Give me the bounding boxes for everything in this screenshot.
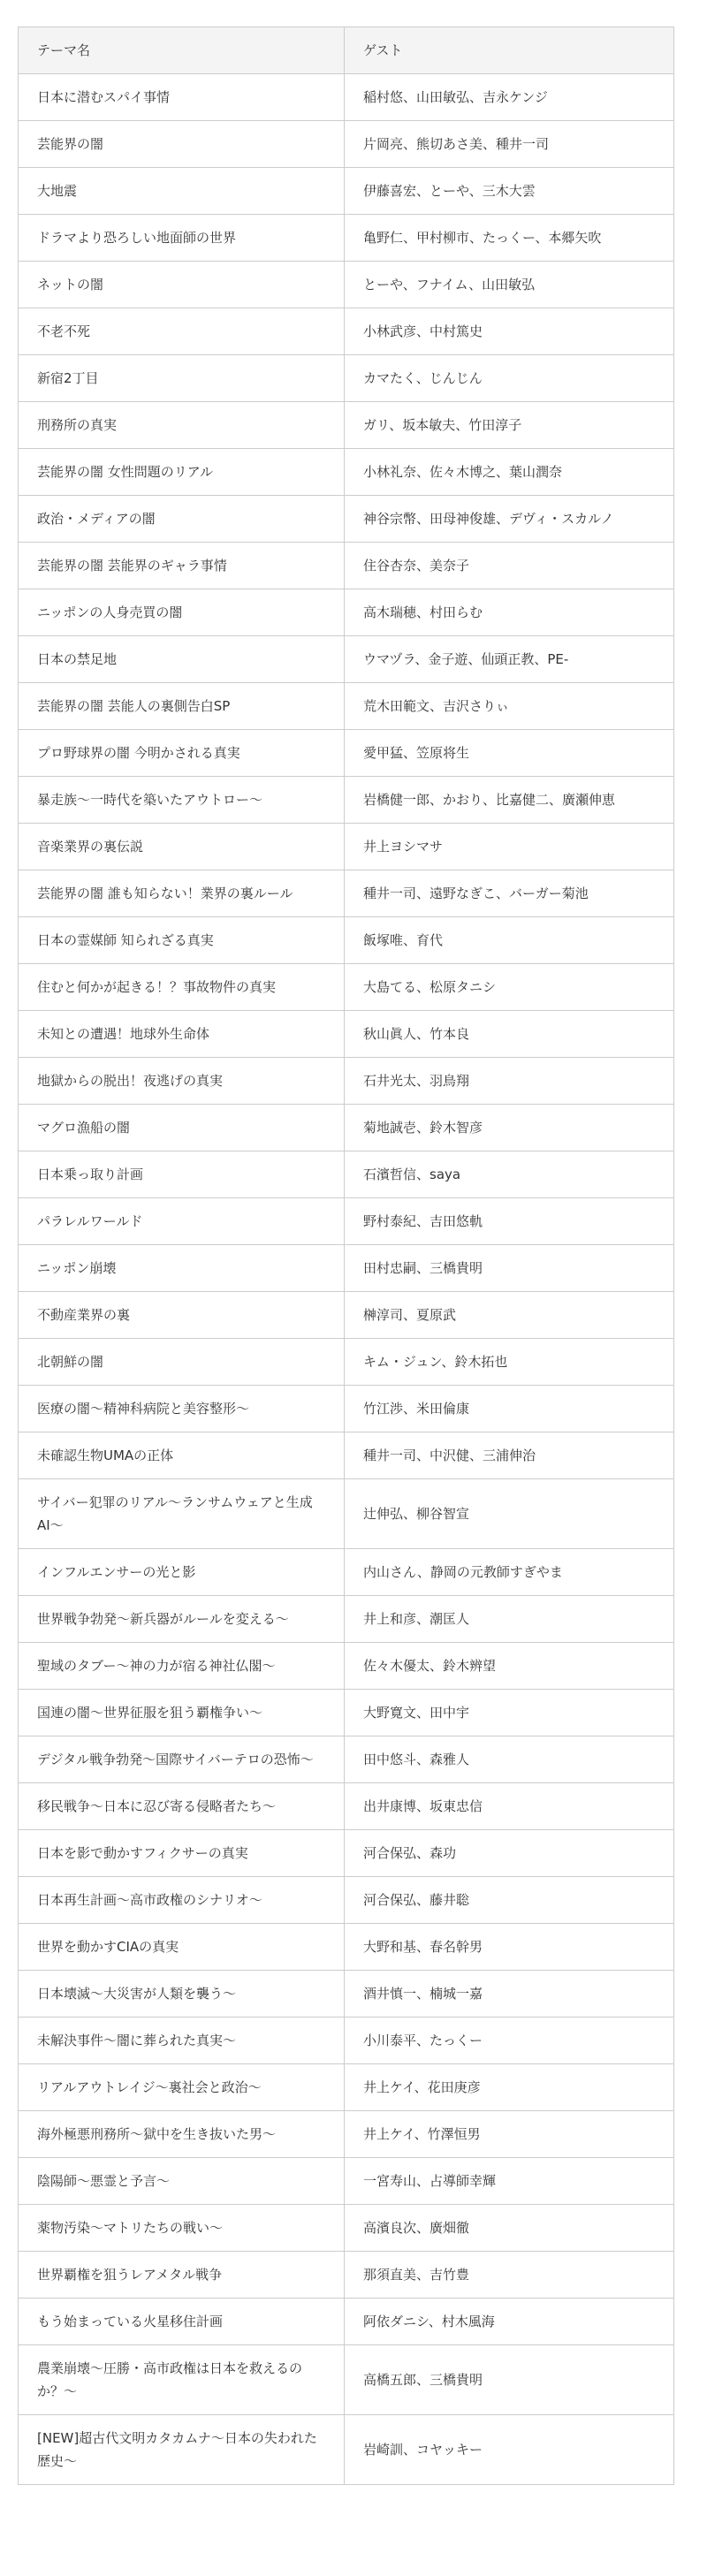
guest-cell: 高濱良次、廣畑徹 [345,2205,674,2252]
table-row [19,2252,674,2299]
theme-cell: デジタル戦争勃発～国際サイバーテロの恐怖～ [19,1736,345,1783]
guest-cell: 小林礼奈、佐々木博之、葉山潤奈 [345,449,674,496]
theme-cell: 陰陽師～悪霊と予言～ [19,2158,345,2205]
column-header-guest: ゲスト [345,27,674,74]
guest-cell: 小林武彦、中村篤史 [345,308,674,355]
theme-cell: 芸能界の闇 芸能界のギャラ事情 [19,543,345,589]
guest-cell: 田中悠斗、森雅人 [345,1736,674,1783]
guest-cell: 神谷宗幣、田母神俊雄、デヴィ・スカルノ [345,496,674,543]
theme-cell: 日本乗っ取り計画 [19,1151,345,1198]
theme-cell: 住むと何かが起きる！？事故物件の真実 [19,964,345,1011]
table-row [19,1245,674,1292]
theme-cell: 地獄からの脱出！夜逃げの真実 [19,1058,345,1105]
guest-cell: 井上ケイ、竹澤恒男 [345,2111,674,2158]
guest-cell: ガリ、坂本敏夫、竹田淳子 [345,402,674,449]
guest-cell: 出井康博、坂東忠信 [345,1783,674,1830]
table-row [19,1549,674,1596]
theme-cell: 芸能界の闇 芸能人の裏側告白SP [19,683,345,730]
theme-cell: 音楽業界の裏伝説 [19,824,345,870]
theme-cell: ニッポン崩壊 [19,1245,345,1292]
theme-cell: 国連の闇～世界征服を狙う覇権争い～ [19,1690,345,1736]
guest-cell: 一宮寿山、占導師幸輝 [345,2158,674,2205]
guest-cell: 酒井慎一、楠城一嘉 [345,1971,674,2017]
theme-cell: 芸能界の闇 誰も知らない！業界の裏ルール [19,870,345,917]
table-row [19,308,674,355]
theme-cell: プロ野球界の闇 今明かされる真実 [19,730,345,777]
theme-cell: [NEW]超古代文明カタカムナ～日本の失われた歴史～ [19,2415,345,2485]
table-row [19,1011,674,1058]
guest-cell: 愛甲猛、笠原将生 [345,730,674,777]
theme-cell: 北朝鮮の闇 [19,1339,345,1386]
theme-cell: 未解決事件～闇に葬られた真実～ [19,2017,345,2064]
theme-cell: 日本壊滅～大災害が人類を襲う～ [19,1971,345,2017]
theme-cell: 聖域のタブー～神の力が宿る神社仏閣～ [19,1643,345,1690]
theme-cell: もう始まっている火星移住計画 [19,2299,345,2345]
guest-cell: とーや、フナイム、山田敏弘 [345,262,674,308]
theme-cell: 不動産業界の裏 [19,1292,345,1339]
table-row [19,449,674,496]
guest-cell: 河合保弘、森功 [345,1830,674,1877]
table-row [19,1830,674,1877]
table-row [19,589,674,636]
table-row [19,1058,674,1105]
table-row [19,2111,674,2158]
guest-cell: 大野寛文、田中宇 [345,1690,674,1736]
guest-cell: 井上和彦、潮匡人 [345,1596,674,1643]
table-row [19,917,674,964]
table-row [19,2205,674,2252]
table-row [19,1877,674,1924]
guest-cell: 大島てる、松原タニシ [345,964,674,1011]
theme-cell: 未確認生物UMAの正体 [19,1432,345,1479]
theme-cell: マグロ漁船の闇 [19,1105,345,1151]
guest-cell: 石濱哲信、saya [345,1151,674,1198]
guest-cell: 榊淳司、夏原武 [345,1292,674,1339]
table-row [19,2299,674,2345]
table-body [19,74,674,2485]
theme-cell: ニッポンの人身売買の闇 [19,589,345,636]
table-row [19,121,674,168]
table-row [19,1690,674,1736]
table-row [19,2158,674,2205]
guest-cell: 住谷杏奈、美奈子 [345,543,674,589]
guest-cell: 野村泰紀、吉田悠軌 [345,1198,674,1245]
table-row [19,74,674,121]
table-row [19,355,674,402]
table-row [19,543,674,589]
table-row [19,496,674,543]
guest-cell: 井上ヨシマサ [345,824,674,870]
table-row [19,870,674,917]
theme-cell: 日本を影で動かすフィクサーの真実 [19,1830,345,1877]
guest-cell: 那須直美、吉竹豊 [345,2252,674,2299]
theme-cell: 世界戦争勃発～新兵器がルールを変える～ [19,1596,345,1643]
table-row [19,215,674,262]
theme-cell: サイバー犯罪のリアル～ランサムウェアと生成AI～ [19,1479,345,1549]
theme-cell: 芸能界の闇 [19,121,345,168]
table-header [19,27,674,74]
theme-cell: 日本の禁足地 [19,636,345,683]
guest-cell: 菊地誠壱、鈴木智彦 [345,1105,674,1151]
table-row [19,2017,674,2064]
table-row [19,1643,674,1690]
guest-cell: 種井一司、遠野なぎこ、バーガー菊池 [345,870,674,917]
guest-cell: キム・ジュン、鈴木拓也 [345,1339,674,1386]
theme-cell: 新宿2丁目 [19,355,345,402]
table-row [19,1292,674,1339]
theme-cell: 世界を動かすCIAの真実 [19,1924,345,1971]
table-row [19,1151,674,1198]
theme-cell: ネットの闇 [19,262,345,308]
guest-cell: 稲村悠、山田敏弘、吉永ケンジ [345,74,674,121]
table-row [19,1736,674,1783]
theme-cell: 農業崩壊～圧勝・高市政権は日本を救えるのか？～ [19,2345,345,2415]
theme-cell: ドラマより恐ろしい地面師の世界 [19,215,345,262]
guest-cell: 秋山眞人、竹本良 [345,1011,674,1058]
table-row [19,1432,674,1479]
theme-cell: 芸能界の闇 女性問題のリアル [19,449,345,496]
guest-cell: 岩橋健一郎、かおり、比嘉健二、廣瀬伸恵 [345,777,674,824]
guest-cell: 小川泰平、たっくー [345,2017,674,2064]
table-row [19,2345,674,2415]
theme-cell: 大地震 [19,168,345,215]
guest-cell: 亀野仁、甲村柳市、たっくー、本郷矢吹 [345,215,674,262]
theme-cell: 日本再生計画～高市政権のシナリオ～ [19,1877,345,1924]
table-row [19,1198,674,1245]
guest-cell: 石井光太、羽鳥翔 [345,1058,674,1105]
theme-cell: 暴走族～一時代を築いたアウトロー～ [19,777,345,824]
guest-cell: 荒木田範文、吉沢さりぃ [345,683,674,730]
guest-cell: 田村忠嗣、三橋貴明 [345,1245,674,1292]
table-row [19,1924,674,1971]
table-row [19,964,674,1011]
theme-cell: リアルアウトレイジ～裏社会と政治～ [19,2064,345,2111]
table-row [19,168,674,215]
guest-cell: 井上ケイ、花田庚彦 [345,2064,674,2111]
guest-cell: 高木瑞穂、村田らむ [345,589,674,636]
table-row [19,1783,674,1830]
table-row [19,1386,674,1432]
table-row [19,824,674,870]
theme-cell: 刑務所の真実 [19,402,345,449]
guest-cell: 高橋五郎、三橋貴明 [345,2345,674,2415]
guest-cell: 大野和基、春名幹男 [345,1924,674,1971]
theme-cell: 未知との遭遇！地球外生命体 [19,1011,345,1058]
theme-cell: 不老不死 [19,308,345,355]
theme-cell: 政治・メディアの闇 [19,496,345,543]
table-row [19,402,674,449]
table-row [19,636,674,683]
theme-cell: インフルエンサーの光と影 [19,1549,345,1596]
table-row [19,1339,674,1386]
table-row [19,730,674,777]
table-row [19,2415,674,2485]
theme-cell: 海外極悪刑務所～獄中を生き抜いた男～ [19,2111,345,2158]
guest-cell: 辻伸弘、柳谷智宣 [345,1479,674,1549]
theme-cell: 薬物汚染～マトリたちの戦い～ [19,2205,345,2252]
guest-cell: ウマヅラ、金子遊、仙頭正教、PE- [345,636,674,683]
guest-cell: 佐々木優太、鈴木辨望 [345,1643,674,1690]
theme-cell: 世界覇権を狙うレアメタル戦争 [19,2252,345,2299]
table-row [19,1596,674,1643]
table-row [19,777,674,824]
table-row [19,1105,674,1151]
guest-cell: 片岡亮、熊切あさ美、種井一司 [345,121,674,168]
theme-cell: 移民戦争～日本に忍び寄る侵略者たち～ [19,1783,345,1830]
guest-cell: 飯塚唯、育代 [345,917,674,964]
table-row [19,1479,674,1549]
table-row [19,683,674,730]
guest-cell: 岩崎訓、コヤッキー [345,2415,674,2485]
theme-cell: 医療の闇～精神科病院と美容整形～ [19,1386,345,1432]
guest-cell: 河合保弘、藤井聡 [345,1877,674,1924]
episode-theme-guest-table [18,27,674,2485]
table-row [19,1971,674,2017]
column-header-theme: テーマ名 [19,27,345,74]
guest-cell: 伊藤喜宏、とーや、三木大雲 [345,168,674,215]
table-row [19,262,674,308]
guest-cell: 種井一司、中沢健、三浦伸治 [345,1432,674,1479]
theme-cell: パラレルワールド [19,1198,345,1245]
theme-cell: 日本に潜むスパイ事情 [19,74,345,121]
table-row [19,2064,674,2111]
guest-cell: カマたく、じんじん [345,355,674,402]
guest-cell: 内山さん、静岡の元教師すぎやま [345,1549,674,1596]
guest-cell: 竹江渉、米田倫康 [345,1386,674,1432]
guest-cell: 阿依ダニシ、村木風海 [345,2299,674,2345]
header-row [19,27,674,74]
theme-cell: 日本の霊媒師 知られざる真実 [19,917,345,964]
